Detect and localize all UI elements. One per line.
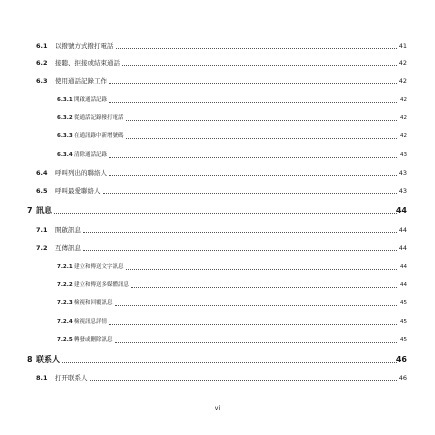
toc-entry-title: 互傳訊息 (55, 244, 81, 252)
toc-dot-leader (83, 232, 397, 233)
toc-entry[interactable] (0, 224, 435, 236)
toc-entry[interactable] (0, 261, 435, 273)
toc-entry-number: 8.1 (36, 374, 48, 382)
toc-dot-leader (126, 138, 397, 139)
toc-entry-title: 檢視訊息詳情 (74, 319, 108, 325)
toc-entry-number: 6.5 (36, 187, 48, 195)
toc-entry-page: 45 (400, 300, 407, 306)
toc-entry-page: 43 (398, 169, 407, 177)
toc-dot-leader (115, 342, 397, 343)
toc-dot-leader (116, 48, 397, 49)
toc-dot-leader (115, 305, 397, 306)
toc-entry-number: 8 (27, 355, 33, 364)
toc-entry[interactable] (0, 40, 435, 52)
toc-entry[interactable] (0, 334, 435, 346)
toc-dot-leader (109, 83, 397, 84)
toc-entry-title: 打开联系人 (55, 374, 88, 382)
toc-entry-number: 7.2.3 (57, 300, 73, 306)
toc-entry-page: 42 (400, 97, 407, 103)
toc-entry-number: 7.2.4 (57, 319, 73, 325)
toc-entry[interactable] (0, 205, 435, 217)
toc-dot-leader (54, 213, 397, 214)
toc-entry-page: 42 (398, 59, 407, 67)
toc-dot-leader (126, 120, 397, 121)
toc-entry-title: 在通訊錄中新增號碼 (74, 133, 124, 139)
toc-dot-leader (109, 175, 397, 176)
toc-entry-title: 訊息 (36, 206, 52, 215)
toc-entry-page: 45 (400, 337, 407, 343)
toc-entry-number: 6.4 (36, 169, 48, 177)
toc-entry-title: 檢視和回覆訊息 (74, 300, 113, 306)
toc-dot-leader (109, 102, 397, 103)
toc-dot-leader (103, 193, 397, 194)
toc-entry-title: 建立和傳送文字訊息 (74, 264, 124, 270)
toc-entry-page: 42 (398, 77, 407, 85)
toc-entry-title: 開啟通話記錄 (74, 97, 108, 103)
toc-entry[interactable] (0, 149, 435, 161)
toc-dot-leader (109, 324, 397, 325)
toc-entry-title: 從通話記錄撥打電話 (74, 115, 124, 121)
toc-entry[interactable] (0, 279, 435, 291)
toc-entry-page: 44 (398, 226, 407, 234)
toc-entry-title: 接聽、拒接或結束通話 (55, 59, 120, 67)
toc-entry-page: 44 (400, 282, 407, 288)
toc-entry-title: 清除通話記錄 (74, 152, 108, 158)
toc-entry-page: 42 (400, 115, 407, 121)
toc-entry-page: 46 (398, 374, 407, 382)
toc-entry-page: 45 (400, 319, 407, 325)
toc-entry-number: 7.2 (36, 244, 48, 252)
toc-entry-page: 43 (398, 187, 407, 195)
toc-entry-number: 6.3.4 (57, 152, 73, 158)
toc-entry-page: 41 (398, 42, 407, 50)
toc-entry[interactable] (0, 130, 435, 142)
toc-entry[interactable] (0, 94, 435, 106)
toc-entry-page: 43 (400, 152, 407, 158)
toc-dot-leader (122, 65, 397, 66)
toc-entry-page: 44 (395, 206, 407, 215)
toc-entry-title: 呼叫列出的聯絡人 (55, 169, 107, 177)
toc-entry[interactable] (0, 242, 435, 254)
toc-dot-leader (126, 269, 397, 270)
toc-dot-leader (131, 287, 397, 288)
toc-entry[interactable] (0, 354, 435, 366)
toc-dot-leader (62, 362, 397, 363)
toc-entry[interactable] (0, 57, 435, 69)
toc-entry-number: 7.1 (36, 226, 48, 234)
toc-entry-number: 6.3.3 (57, 133, 73, 139)
toc-entry-title: 開啟訊息 (55, 226, 81, 234)
toc-dot-leader (90, 380, 397, 381)
toc-entry-title: 使用通話記錄工作 (55, 77, 107, 85)
toc-entry-title: 建立和傳送多媒體訊息 (74, 282, 130, 288)
toc-entry-number: 6.1 (36, 42, 48, 50)
toc-entry-number: 6.3 (36, 77, 48, 85)
toc-entry[interactable] (0, 75, 435, 87)
toc-entry[interactable] (0, 112, 435, 124)
toc-entry-number: 6.3.2 (57, 115, 73, 121)
toc-entry-page: 44 (400, 264, 407, 270)
toc-dot-leader (83, 250, 397, 251)
toc-entry[interactable] (0, 372, 435, 384)
toc-entry-number: 6.3.1 (57, 97, 73, 103)
toc-entry-number: 7.2.2 (57, 282, 73, 288)
toc-entry-page: 42 (400, 133, 407, 139)
toc-entry-page: 46 (395, 355, 407, 364)
toc-entry-title: 以撥號方式撥打電話 (55, 42, 114, 50)
toc-entry-page: 44 (398, 244, 407, 252)
toc-entry-number: 7.2.5 (57, 337, 73, 343)
toc-entry[interactable] (0, 185, 435, 197)
toc-entry-title: 联系人 (36, 355, 60, 364)
toc-entry-number: 7 (27, 206, 33, 215)
toc-entry-number: 6.2 (36, 59, 48, 67)
page-footer-number: vi (214, 404, 221, 412)
toc-entry[interactable] (0, 167, 435, 179)
toc-dot-leader (109, 157, 397, 158)
toc-entry[interactable] (0, 316, 435, 328)
toc-entry-title: 呼叫最愛聯絡人 (55, 187, 101, 195)
toc-entry[interactable] (0, 297, 435, 309)
toc-entry-title: 轉發或刪除訊息 (74, 337, 113, 343)
toc-entry-number: 7.2.1 (57, 264, 73, 270)
